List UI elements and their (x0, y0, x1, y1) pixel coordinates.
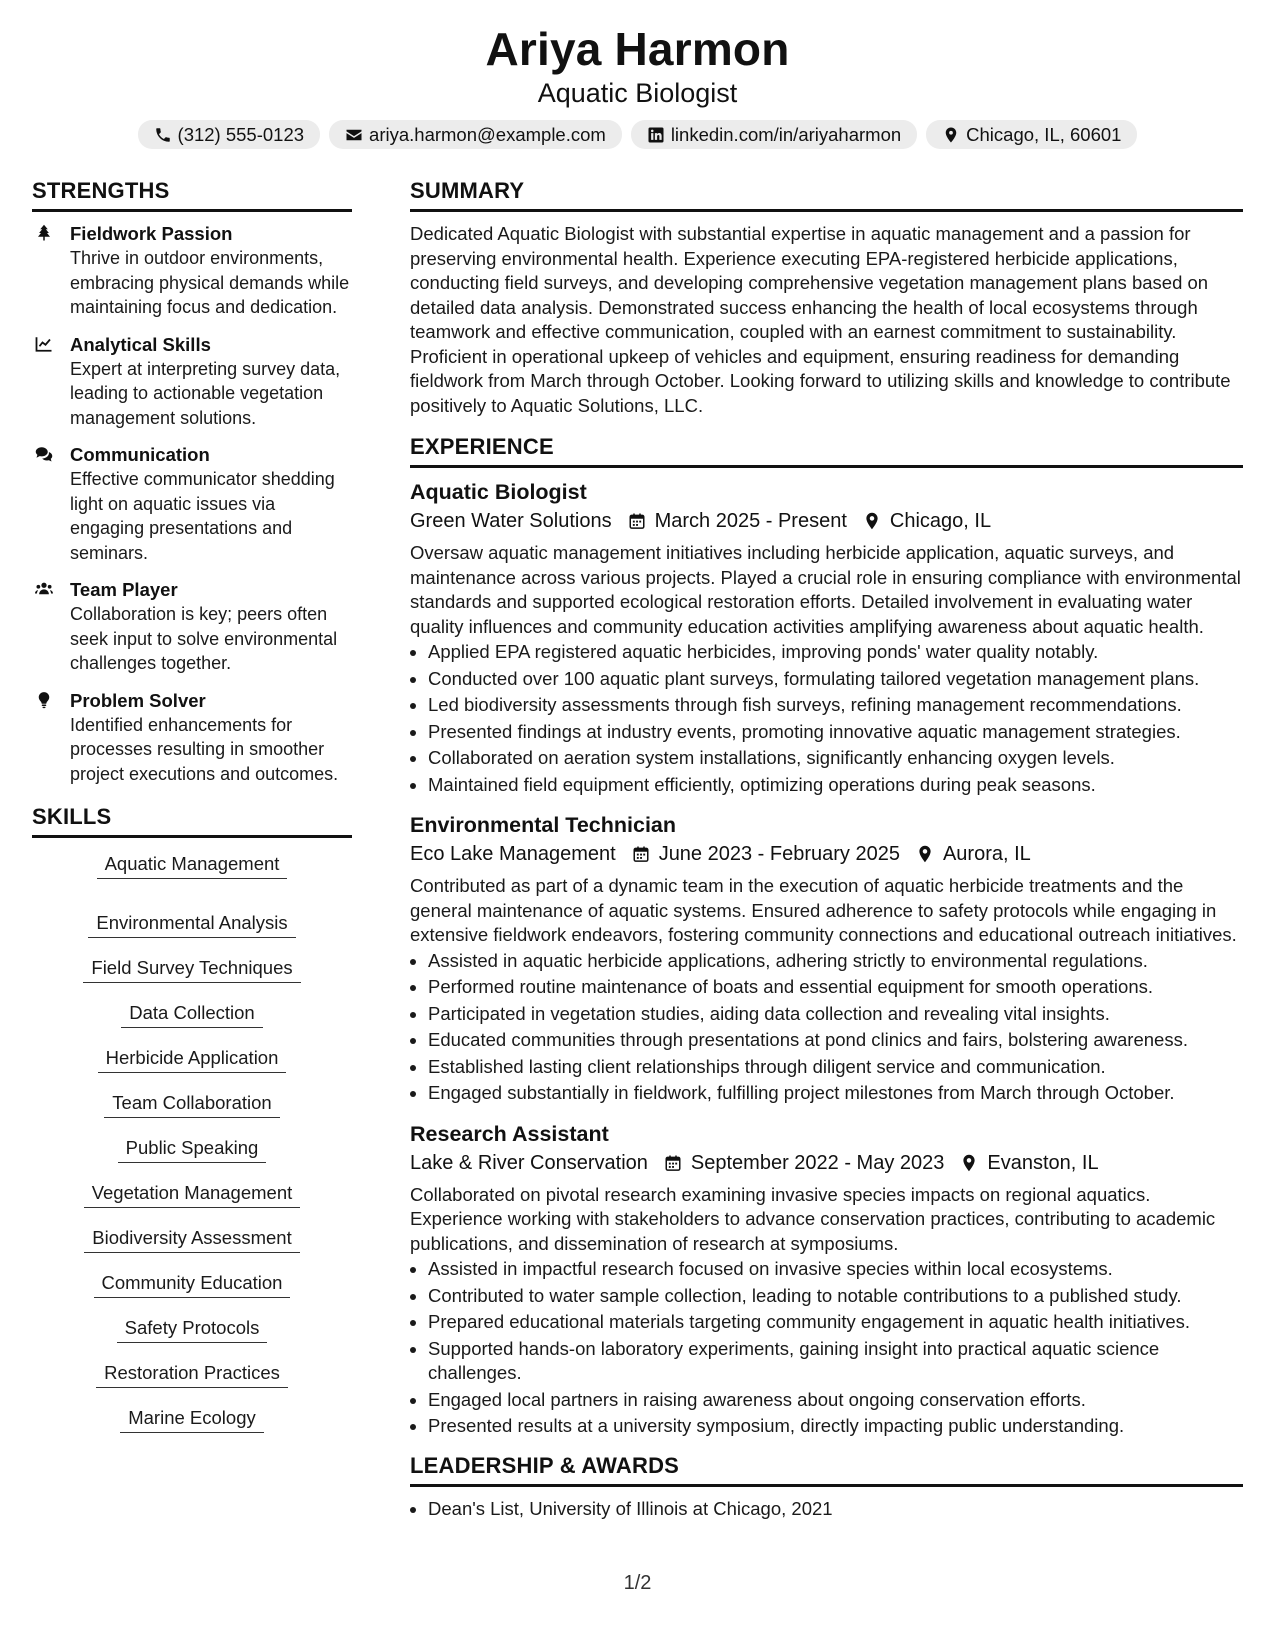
phone-icon (154, 126, 172, 144)
candidate-name: Ariya Harmon (485, 23, 790, 75)
skill-item: Marine Ecology (120, 1406, 264, 1433)
job-dates: March 2025 - Present (654, 510, 847, 532)
skill-item: Herbicide Application (98, 1046, 287, 1073)
strength-desc: Collaboration is key; peers often seek input to solve environmental challenges together. (70, 604, 338, 673)
contact-phone[interactable] (138, 120, 321, 149)
job-location: Chicago, IL (889, 510, 992, 532)
skill-item: Safety Protocols (117, 1316, 268, 1343)
job-description: Collaborated on pivotal research examining invasive species impacts on regional aquatics. Experience working with stakeholders to advance conservation practices, contributing to academic publications, and dissemination of research at symposiums. (410, 1183, 1216, 1254)
contact-bar (0, 120, 1275, 149)
job-location: Aurora, IL (942, 843, 1031, 865)
bullet-item: • Led biodiversity assessments through fish surveys, refining management recommendations. (428, 693, 1243, 718)
company-name: Green Water Solutions (410, 510, 612, 532)
job-title: Aquatic Biologist (410, 480, 587, 504)
email-text: ariya.harmon@example.com (369, 123, 606, 145)
bullet-item: • Established lasting client relationships through diligent service and communication. (428, 1055, 1243, 1080)
job-entry (410, 478, 1243, 797)
bullet-item: • Participated in vegetation studies, aiding data collection and revealing vital insights. (428, 1002, 1243, 1027)
bullet-item: • Performed routine maintenance of boats and essential equipment for smooth operations. (428, 975, 1243, 1000)
strength-title: Fieldwork Passion (70, 223, 233, 244)
bullet-item: • Assisted in impactful research focused on invasive species within local ecosystems. (428, 1257, 1243, 1282)
candidate-title: Aquatic Biologist (537, 78, 738, 108)
bullet-item: • Applied EPA registered aquatic herbicides, improving ponds' water quality notably. (428, 640, 1243, 665)
chart-line-icon (32, 333, 70, 431)
job-description: Oversaw aquatic management initiatives including herbicide application, aquatic surveys, and maintenance across various projects. Played a crucial role in ensuring compliance with environmental standards and supported ecological restoration efforts. Detailed involvement in evaluating water quality influences and community education activities amplifying awareness about aquatic health. (410, 542, 1241, 637)
left-column (32, 178, 352, 1433)
job-entry (410, 1120, 1243, 1439)
bullet-item: • Supported hands-on laboratory experiments, gaining insight into practical aquatic science challenges. (428, 1337, 1243, 1386)
bullet-item: • Educated communities through presentations at pond clinics and fairs, bolstering awareness. (428, 1028, 1243, 1053)
strengths-heading: STRENGTHS (32, 178, 352, 212)
job-meta (410, 1148, 1243, 1178)
calendar-icon (648, 1153, 691, 1173)
bullet-item: • Maintained field equipment efficiently, optimizing operations during peak seasons. (428, 773, 1243, 798)
summary-text: Dedicated Aquatic Biologist with substantial expertise in aquatic management and a passion for preserving environmental health. Experience executing EPA-registered herbicide applications, conducting field surveys, and developing comprehensive vegetation management plans based on detailed data analysis. Demonstrated success enhancing the health of local ecosystems through teamwork and effective communication, coupled with an earnest commitment to sustainability. Proficient in operational upkeep of vehicles and equipment, ensuring readiness for demanding fieldwork from March through October. Looking forward to utilizing skills and knowledge to contribute positively to Aquatic Solutions, LLC. (410, 223, 1231, 416)
job-bullets (410, 1257, 1243, 1439)
contact-location[interactable] (926, 120, 1137, 149)
strength-title: Problem Solver (70, 689, 206, 711)
right-column (410, 178, 1243, 1523)
bullet-item: • Engaged local partners in raising awareness about ongoing conservation efforts. (428, 1388, 1243, 1413)
skills-heading: SKILLS (32, 804, 352, 838)
location-text: Chicago, IL, 60601 (966, 123, 1122, 145)
job-bullets (410, 949, 1243, 1106)
job-bullets (410, 640, 1243, 797)
strength-item (32, 443, 352, 565)
job-title: Environmental Technician (410, 813, 677, 837)
job-entry (410, 811, 1243, 1106)
skill-item: Aquatic Management (97, 852, 288, 879)
calendar-icon (612, 511, 655, 531)
experience-heading: EXPERIENCE (410, 434, 1243, 468)
map-marker-icon (900, 844, 943, 864)
contact-linkedin[interactable] (631, 120, 917, 149)
skill-item: Restoration Practices (96, 1361, 288, 1388)
linkedin-text: linkedin.com/in/ariyaharmon (670, 123, 902, 145)
summary-heading: SUMMARY (410, 178, 1243, 212)
job-dates: June 2023 - February 2025 (658, 843, 900, 865)
strength-desc: Identified enhancements for processes resulting in smoother project executions and outcomes. (70, 714, 339, 784)
skill-item: Biodiversity Assessment (84, 1226, 299, 1253)
bullet-item: • Collaborated on aeration system installations, significantly enhancing oxygen levels. (428, 746, 1243, 771)
skill-item: Team Collaboration (104, 1091, 279, 1118)
users-icon (32, 578, 70, 676)
map-marker-icon (944, 1153, 987, 1173)
skill-item: Public Speaking (118, 1136, 267, 1163)
bullet-item: • Presented findings at industry events, promoting innovative aquatic management strategies. (428, 720, 1243, 745)
envelope-icon (345, 126, 363, 144)
bullet-item: • Presented results at a university symposium, directly impacting public understanding. (428, 1414, 1243, 1439)
strength-desc: Thrive in outdoor environments, embracing physical demands while maintaining focus and dedication. (70, 248, 350, 317)
map-marker-icon (847, 511, 890, 531)
job-title: Research Assistant (410, 1121, 609, 1146)
bullet-item: • Engaged substantially in fieldwork, fulfilling project milestones from March through October. (428, 1081, 1243, 1106)
job-meta (410, 506, 1243, 536)
skill-item: Data Collection (121, 1001, 262, 1028)
page-number: 1/2 (623, 1572, 652, 1594)
skill-item: Vegetation Management (84, 1181, 301, 1208)
contact-email[interactable] (329, 120, 622, 149)
strength-desc: Effective communicator shedding light on aquatic issues via engaging presentations and seminars. (70, 469, 335, 563)
skill-item: Community Education (94, 1271, 291, 1298)
job-location: Evanston, IL (987, 1151, 1099, 1174)
tree-icon (32, 222, 70, 320)
strength-desc: Expert at interpreting survey data, leading to actionable vegetation management solutions. (70, 358, 341, 428)
bullet-item: • Contributed to water sample collection, leading to notable contributions to a published study. (428, 1284, 1243, 1309)
bullet-item: • Prepared educational materials targeting community engagement in aquatic health initiatives. (428, 1310, 1243, 1335)
resume-header (0, 0, 1275, 149)
strength-item (32, 333, 352, 431)
job-description: Contributed as part of a dynamic team in the execution of aquatic herbicide treatments and the general maintenance of aquatic systems. Ensured adherence to safety protocols while engaging in extensive fieldwork endeavors, fostering community connections and educational outreach initiatives. (410, 875, 1237, 945)
leadership-heading: LEADERSHIP & AWARDS (410, 1453, 1243, 1487)
skill-item: Field Survey Techniques (83, 956, 300, 983)
map-marker-icon (942, 126, 960, 144)
strength-item (32, 689, 352, 787)
strength-title: Team Player (70, 579, 178, 600)
company-name: Eco Lake Management (410, 843, 616, 865)
job-dates: September 2022 - May 2023 (690, 1151, 945, 1174)
company-name: Lake & River Conservation (410, 1151, 648, 1174)
comments-icon (32, 443, 70, 565)
bullet-item: • Conducted over 100 aquatic plant surveys, formulating tailored vegetation management plans. (428, 667, 1243, 692)
linkedin-icon (647, 126, 665, 144)
leadership-list (410, 1497, 1243, 1522)
strength-title: Communication (70, 444, 210, 465)
phone-text: (312) 555-0123 (177, 123, 305, 145)
strength-title: Analytical Skills (70, 333, 211, 355)
job-meta (410, 839, 1243, 869)
skill-item: Environmental Analysis (88, 911, 295, 938)
strength-item (32, 222, 352, 320)
skills-list (32, 848, 352, 1433)
lightbulb-icon (32, 689, 70, 787)
bullet-item: • Assisted in aquatic herbicide applications, adhering strictly to environmental regulations. (428, 949, 1243, 974)
award-item: • Dean's List, University of Illinois at Chicago, 2021 (428, 1497, 1243, 1522)
strength-item (32, 578, 352, 676)
calendar-icon (616, 844, 659, 864)
